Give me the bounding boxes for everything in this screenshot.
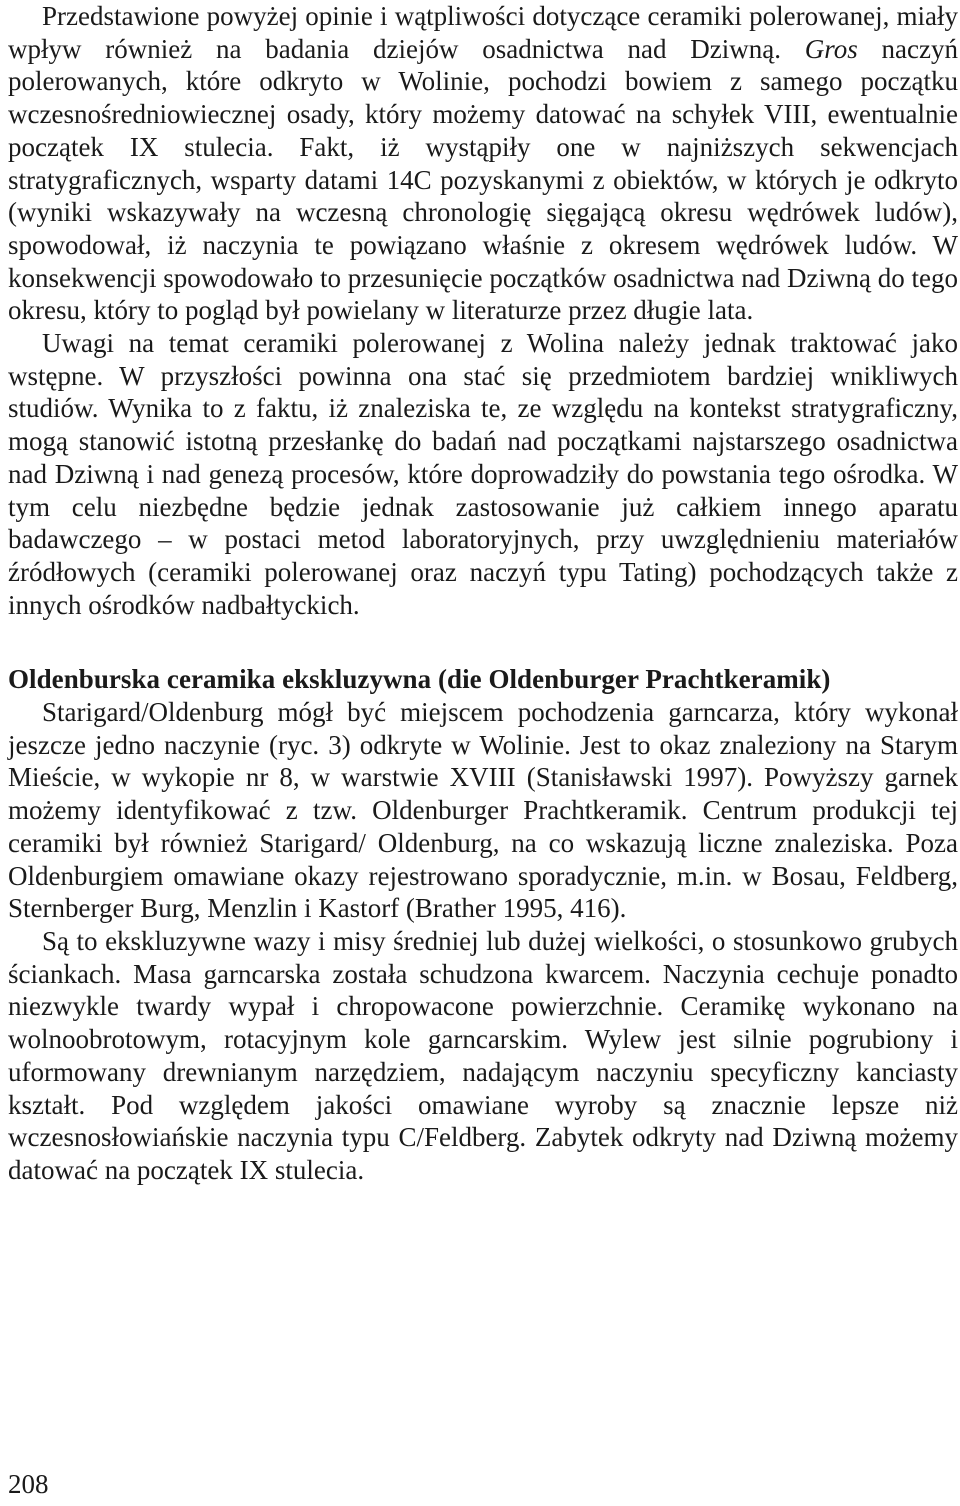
paragraph-intro <box>8 0 958 327</box>
paragraph-intro-start: Przedstawione powyżej opinie i wątpliwości dotyczące ceramiki polerowanej, miały wpływ również na badania dziejów osadnictwa nad Dziwną. <box>8 1 958 64</box>
section-spacer <box>8 621 958 663</box>
paragraph-oldenburg: Starigard/Oldenburg mógł być miejscem pochodzenia garncarza, który wykonał jeszcze jedno naczynie (ryc. 3) odkryte w Wolinie. Jest to okaz znaleziony na Starym Mieście, w wykopie nr 8, w warstwie XVIII (Stanisławski 1997). Powyższy garnek możemy identyfikować z tzw. Oldenburger Prachtkeramik. Centrum produkcji tej ceramiki był również Starigard/ Oldenburg, na co wskazują liczne znaleziska. Poza Oldenburgiem omawiane okazy rejestrowano sporadycznie, m.in. w Bosau, Feldberg, Sternberger Burg, Menzlin i Kastorf (Brather 1995, 416). <box>8 697 958 924</box>
paragraph-remarks: Uwagi na temat ceramiki polerowanej z Wolina należy jednak traktować jako wstępne. W przyszłości powinna ona stać się przedmiotem bardziej wnikliwych studiów. Wynika to z faktu, iż znaleziska te, ze względu na kontekst stratygraficzny, mogą stanowić istotną przesłankę do badań nad początkami najstarszego osadnictwa nad Dziwną i nad genezą procesów, które doprowadziły do powstania tego ośrodka. W tym celu niezbędne będzie jednak zastosowanie już całkiem innego aparatu badawczego – w postaci metod laboratoryjnych, przy uwzględnieniu materiałów źródłowych (ceramiki polerowanej oraz naczyń typu Tating) pochodzących także z innych ośrodków nadbałtyckich. <box>8 328 958 620</box>
section-heading: Oldenburska ceramika ekskluzywna (die Oldenburger Prachtkeramik) <box>8 664 831 695</box>
document-page <box>8 0 958 1187</box>
paragraph-intro-rest: naczyń polerowanych, które odkryto w Wolinie, pochodzi bowiem z samego początku wczesnośredniowiecznej osady, który możemy datować na schyłek VIII, ewentualnie początek IX stulecia. Fakt, iż wystąpiły one w najniższych sekwencjach stratygraficznych, wsparty datami 14C pozyskanymi z obiektów, w których je odkryto (wyniki wskazywały na wczesną chronologię sięgającą okresu wędrówek ludów), spowodował, iż naczynia te powiązano właśnie z okresem wędrówek ludów. W konsekwencji spowodowało to przesunięcie początków osadnictwa nad Dziwną do tego okresu, który to pogląd był powielany w literaturze przez długie lata. <box>8 33 958 326</box>
page-number: 208 <box>8 1469 49 1499</box>
italic-term: Gros <box>804 33 858 64</box>
paragraph-description: Są to ekskluzywne wazy i misy średniej lub dużej wielkości, o stosunkowo grubych ściankach. Masa garncarska została schudzona kwarcem. Naczynia cechuje ponadto niezwykle twardy wypał i chropowacone powierzchnie. Ceramikę wykonano na wolnoobrotowym, rotacyjnym kole garncarskim. Wylew jest silnie pogrubiony i uformowany drewnianym narzędziem, nadającym naczyniu specyficzny kanciasty kształt. Pod względem jakości omawiane wyroby są znacznie lepsze niż wczesnosłowiańskie naczynia typu C/Feldberg. Zabytek odkryty nad Dziwną możemy datować na początek IX stulecia. <box>8 925 958 1185</box>
